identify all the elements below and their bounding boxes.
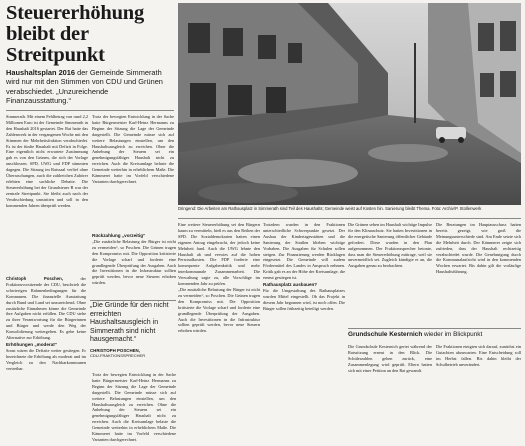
sidebar-column-2 — [436, 344, 521, 444]
sidebar-heading-suffix: wieder im Blickpunkt — [424, 331, 483, 338]
pullquote-role: CDU-FRAKTIONSSPRECHER — [90, 353, 146, 359]
subhead-rathausplatz: Rathausplatz ausbauen? — [263, 282, 318, 288]
caption-divider — [178, 218, 521, 219]
subhead-erhoehungen: Erhöhungen „moderat“ — [6, 341, 58, 347]
body-text-1: Simmerath. Mit einem Fehlbetrag von rund 2,2 Millionen Euro ist der Gemeinde Simmerath in den Haushalt 2016 gestartet. Der Rat hatte das Zahlenwerk in der vergangenen Woche mit den Stimmen der Mehrheitsfraktion verabschiedet. Es ist der fünfte Haushalt mit Defizit in Folge. Eine eigentlich nicht erwartete Zustimmung gab es von den Grünen, die sich der Vorlage anschlossen. SPD, UWG und FDP stimmten dagegen. Die Sitzung im Ratssaal verlief ohne Überraschungen, auch die zahlreichen Zuhörer erlebten eine sachliche Debatte. Die Steuererhöhung bei der Grundsteuer B war der zentrale Streitpunkt. Sie bleibt auch nach der Verabschiedung umstritten und soll in den kommenden Jahren überprüft werden. — [6, 114, 88, 208]
body-text-3: Eine weitere Steuererhöhung sei den Bürgern kaum zu vermitteln, hieß es aus den Reihen der SPD. Die Sozialdemokraten hatten einen eigenen Antrag eingebracht, der jedoch keine Mehrheit fand. Auch die UWG lehnte den Haushalt ab und verwies auf die hohen Personalkosten. Die FDP forderte eine konsequente Aufgabenkritik und mehr interkommunale Zusammenarbeit. Die Verwaltung sagte zu, alle Vorschläge im kommenden Jahr zu prüfen. — [178, 222, 260, 287]
body-text-2b: „Die zusätzliche Belastung der Bürger ist nicht zu vermeiden“, so Poschen. Die Grünen trugen den Kompromiss mit. Die Opposition kritisierte die Vorlage scharf und forderte eine grundlegende Überprüfung der Ausgaben. Auch die Investitionen in die Infrastruktur sollten geprüft werden, bevor neue Steuern erhoben würden. — [92, 238, 176, 286]
body-text-4: Trotzdem wurden in den Fraktionen unterschiedliche Schwerpunkte gesetzt. Der Ausbau der Kindertagesstätten und die Sanierung der Straßen blieben wichtige Vorhaben. Die Ausgaben für Schulen sollen steigen. Zur Finanzierung werden Rücklagen eingesetzt. Die Gemeinde will zudem Fördermittel des Landes in Anspruch nehmen. Kritik gab es an der Höhe der Kreisumlage, die erneut gestiegen ist. — [263, 222, 345, 281]
pullquote-text: „Die Gründe für den nicht erreichten Haushaltsausgleich in Simmerath sind nicht hausgemacht.“ — [90, 302, 169, 344]
body-text-5: Die Grünen sehen im Haushalt wichtige Impulse für den Klimaschutz. Sie hatten Investitionen in die energetische Sanierung öffentlicher Gebäude gefordert. Diese wurden in den Plan aufgenommen. Der Fraktionssprecher betonte, dass man die Steuererhöhung mittrage, weil sie unvermeidlich sei. Zugleich kündigte er an, die Ausgaben genau zu beobachten. — [348, 222, 432, 269]
body-column-1b — [6, 276, 86, 444]
body-column-6 — [436, 222, 521, 326]
pullquote-rule-top — [90, 300, 176, 301]
body-text-3b: „Die zusätzliche Belastung der Bürger ist nicht zu vermeiden“, so Poschen. Die Grünen trugen den Kompromiss mit. Die Opposition kritisierte die Vorlage scharf und forderte eine grundlegende Überprüfung der Ausgaben. Auch die Investitionen in die Infrastruktur sollten geprüft werden, bevor neue Steuern erhoben würden. — [178, 286, 260, 334]
sidebar-heading — [348, 331, 521, 343]
body-text-1b: der Fraktionsvorsitzende der CDU, beschrieb die schwierigen Rahmenbedingungen für die Kommunen. Die finanzielle Ausstattung durch Bund und Land sei unzureichend. Ohne zusätzliche Einnahmen könne die Gemeinde ihre Aufgaben nicht erfüllen. Die CDU stehe zu ihrer Verantwortung für die Bürgerinnen und Bürger und werde den Weg der Konsolidierung weitergehen. Es gebe keine Alternative zur Erhöhung. — [6, 276, 86, 341]
subhead-rueckzahlung: Rückzahlung „vorzeitig“ — [92, 233, 146, 238]
body-text-6: Die Beratungen im Hauptausschuss hatten bereits gezeigt, wie groß die Meinungsunterschiede sind. Am Ende setzte sich die Mehrheit durch. Der Kämmerer zeigte sich zufrieden, dass der Haushalt rechtzeitig verabschiedet wurde. Die Genehmigung durch die Kommunalaufsicht wird in den kommenden Wochen erwartet. Bis dahin gilt die vorläufige Haushaltsführung. — [436, 222, 521, 275]
body-text-1c: Sonst wären die Defizite weiter gestiegen. Er bezeichnete die Erhöhung als moderat und im Vergleich zu den Nachbarkommunen vertretbar. — [6, 347, 86, 371]
deck-text: der Gemeinde Simmerath wird nur mit den Stimmen von CDU und Grünen verabschiedet. „Unzureichende Finanzausstattung.“ — [6, 68, 163, 106]
body-column-1 — [6, 114, 88, 274]
article-deck — [6, 68, 174, 106]
sidebar-column-1 — [348, 344, 432, 444]
body-column-3 — [178, 222, 260, 444]
photo-caption: Dringend: Die Arbeiten am Rathausplatz in Simmerath sind Teil des Haushalts; Gemeinde weist auf Kosten hin. Sanierung bleibt Thema. Foto: Archiv/P. Stollenwerk — [178, 206, 482, 211]
article-headline: Steuererhöhung bleibt der Streitpunkt — [6, 2, 145, 66]
street-photo — [178, 3, 521, 205]
pullquote-author: CHRISTOPH POSCHEN, — [90, 347, 140, 353]
body-column-2c — [92, 372, 176, 444]
body-column-5 — [348, 222, 432, 326]
sidebar-text-1: Die Grundschule Kesternich geriet während der Ratssitzung erneut in den Blick. Die Schülerzahlen gehen zurück, eine Zusammenlegung wird geprüft. Eltern hatten sich mit einer Petition an den Rat gewandt. — [348, 344, 432, 373]
pullquote — [90, 302, 176, 358]
deck-bold: Haushaltsplan 2016 — [6, 68, 76, 77]
sidebar-heading-bold: Grundschule Kesternich — [348, 331, 423, 338]
deck-divider — [6, 110, 174, 111]
sidebar-text-2: Die Fraktionen einigten sich darauf, zunächst ein Gutachten abzuwarten. Eine Entscheidung soll im Herbst fallen. Bis dahin bleibt der Schulbetrieb unverändert. — [436, 344, 521, 367]
body-column-4 — [263, 222, 345, 444]
body-column-2b — [92, 232, 176, 298]
body-text-4b: Für die Umgestaltung des Rathausplatzes wurden Mittel eingestellt. Ob das Projekt in diesem Jahr begonnen wird, ist noch offen. Die Bürger sollen frühzeitig beteiligt werden. — [263, 287, 345, 311]
subhead-poschen: Christoph Poschen, — [6, 276, 63, 281]
body-text-2: Trotz der bewegten Entwicklung in der Sache hatte Bürgermeister Karl-Heinz Hermanns zu Beginn der Sitzung die Lage der Gemeinde dargestellt. Die Gemeinde müsse sich auf weitere Belastungen einstellen, um den Haushaltsausgleich zu erreichen. Ohne die Anhebung der Steuern sei ein genehmigungsfähiger Haushalt nicht zu erreichen. Auch die Kreisumlage belaste die Gemeinde weiterhin in erheblichem Maße. Die Kämmerei hatte im Vorfeld verschiedene Varianten durchgerechnet. — [92, 114, 174, 184]
sidebar-divider — [348, 328, 521, 329]
street-scene-image — [178, 3, 521, 205]
body-text-2c: Trotz der bewegten Entwicklung in der Sache hatte Bürgermeister Karl-Heinz Hermanns zu Beginn der Sitzung die Lage der Gemeinde dargestellt. Die Gemeinde müsse sich auf weitere Belastungen einstellen, um den Haushaltsausgleich zu erreichen. Ohne die Anhebung der Steuern sei ein genehmigungsfähiger Haushalt nicht zu erreichen. Auch die Kreisumlage belaste die Gemeinde weiterhin in erheblichem Maße. Die Kämmerei hatte im Vorfeld verschiedene Varianten durchgerechnet. — [92, 372, 176, 442]
